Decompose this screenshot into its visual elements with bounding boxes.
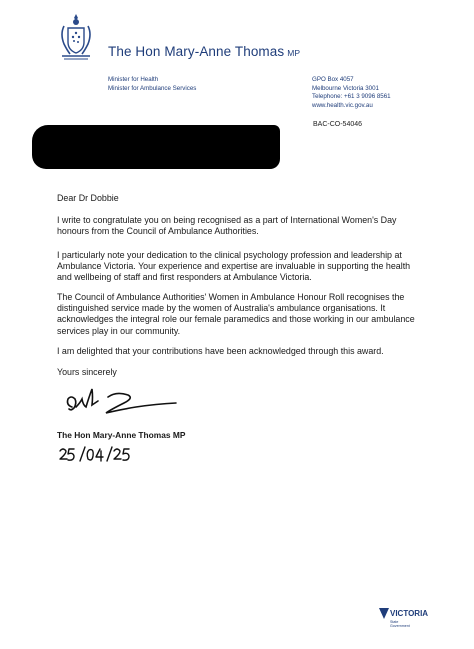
salutation: Dear Dr Dobbie (57, 193, 119, 203)
paragraph-1: I write to congratulate you on being recognised as a part of International Women's Day honours from the Council of Ambulance Authorities. (57, 215, 397, 237)
contact-line: Melbourne Victoria 3001 (312, 84, 379, 92)
signature-icon (62, 385, 180, 417)
paragraph-2: I particularly note your dedication to the clinical psychology profession and leadership at Ambulance Victoria. Your experience and expertise are invaluable in supporting the health and wellbeing of staff and first responders at Ambulance Victoria. (57, 250, 411, 283)
minister-name-text: The Hon Mary-Anne Thomas (108, 44, 285, 59)
signatory-name: The Hon Mary-Anne Thomas MP (57, 430, 186, 440)
role-line: Minister for Health (108, 76, 159, 83)
closing: Yours sincerely (57, 367, 117, 377)
minister-name (108, 44, 300, 59)
minister-roles (108, 76, 196, 93)
contact-line: GPO Box 4057 (312, 76, 354, 83)
role-line: Minister for Ambulance Services (108, 84, 197, 92)
logo-text: VICTORIA (390, 609, 429, 618)
paragraph-3: The Council of Ambulance Authorities' Women in Ambulance Honour Roll recognises the distinguished service made by the women of Australia's ambulance organisations. It acknowledges the integral role our female paramedics and those working in our ambulance services play in our community. (57, 292, 415, 336)
handwritten-date (58, 445, 130, 465)
contact-line: www.health.vic.gov.au (312, 101, 373, 109)
logo-subtext-government: Government (390, 624, 410, 628)
minister-suffix: MP (287, 48, 301, 58)
victoria-state-government-logo-icon (378, 606, 430, 636)
reference-number: BAC-CO-54046 (313, 121, 363, 128)
logo-subtext-state: State (390, 620, 399, 624)
contact-details (312, 76, 391, 110)
contact-line: Telephone: +61 3 9096 8561 (312, 93, 391, 101)
coat-of-arms-icon (58, 12, 94, 62)
paragraph-4: I am delighted that your contributions have been acknowledged through this award. (57, 346, 384, 356)
redacted-address-block (32, 125, 280, 169)
